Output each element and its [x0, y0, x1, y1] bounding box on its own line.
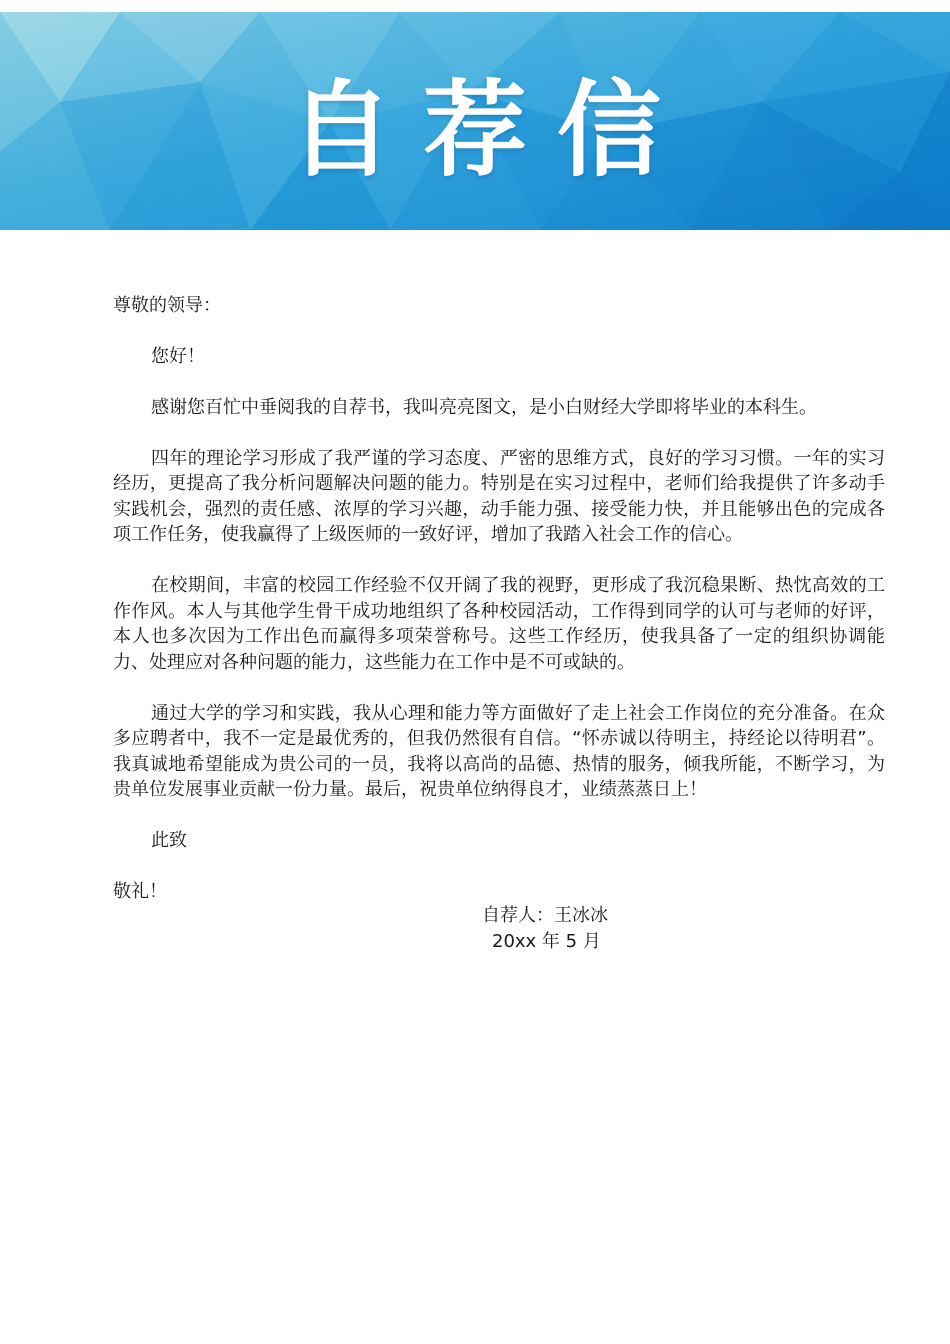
- banner-title: 自荐信: [288, 69, 691, 191]
- header-banner: [0, 12, 950, 230]
- closing-line-1: 此致: [151, 830, 187, 851]
- paragraph-campus: 在校期间，丰富的校园工作经验不仅开阔了我的视野，更形成了我沉稳果断、热忱高效的工作作风。本人与其他学生骨干成功地组织了各种校园活动，工作得到同学的认可与老师的好评，本人也多次因为工作出色而赢得多项荣誉称号。这些工作经历，使我具备了一定的组织协调能力、处理应对各种问题的能力，这些能力在工作中是不可或缺的。: [113, 575, 885, 673]
- letter-body: [113, 293, 885, 905]
- signature-block: [482, 903, 608, 954]
- signature-date: 20xx 年 5 月: [492, 930, 601, 952]
- salutation: 尊敬的领导：: [113, 295, 221, 316]
- paragraph-conclusion: 通过大学的学习和实践，我从心理和能力等方面做好了走上社会工作岗位的充分准备。在众多应聘者中，我不一定是最优秀的，但我仍然很有自信。“怀赤诚以待明主，持经论以待明君”。我真诚地希望能成为贵公司的一员，我将以高尚的品德、热情的服务，倾我所能，不断学习，为贵单位发展事业贡献一份力量。最后，祝贵单位纳得良才，业绩蒸蒸日上！: [113, 702, 885, 800]
- closing-line-2: 敬礼！: [113, 881, 167, 902]
- paragraph-intro: 感谢您百忙中垂阅我的自荐书，我叫亮亮图文，是小白财经大学即将毕业的本科生。: [151, 396, 817, 418]
- greeting: 您好！: [151, 345, 205, 367]
- paragraph-study: 四年的理论学习形成了我严谨的学习态度、严密的思维方式，良好的学习习惯。一年的实习经历，更提高了我分析问题解决问题的能力。特别是在实习过程中，老师们给我提供了许多动手实践机会，强烈的责任感、浓厚的学习兴趣，动手能力强、接受能力快，并且能够出色的完成各项工作任务，使我赢得了上级医师的一致好评，增加了我踏入社会工作的信心。: [113, 447, 885, 545]
- signature-name: 自荐人：王冰冰: [482, 905, 608, 926]
